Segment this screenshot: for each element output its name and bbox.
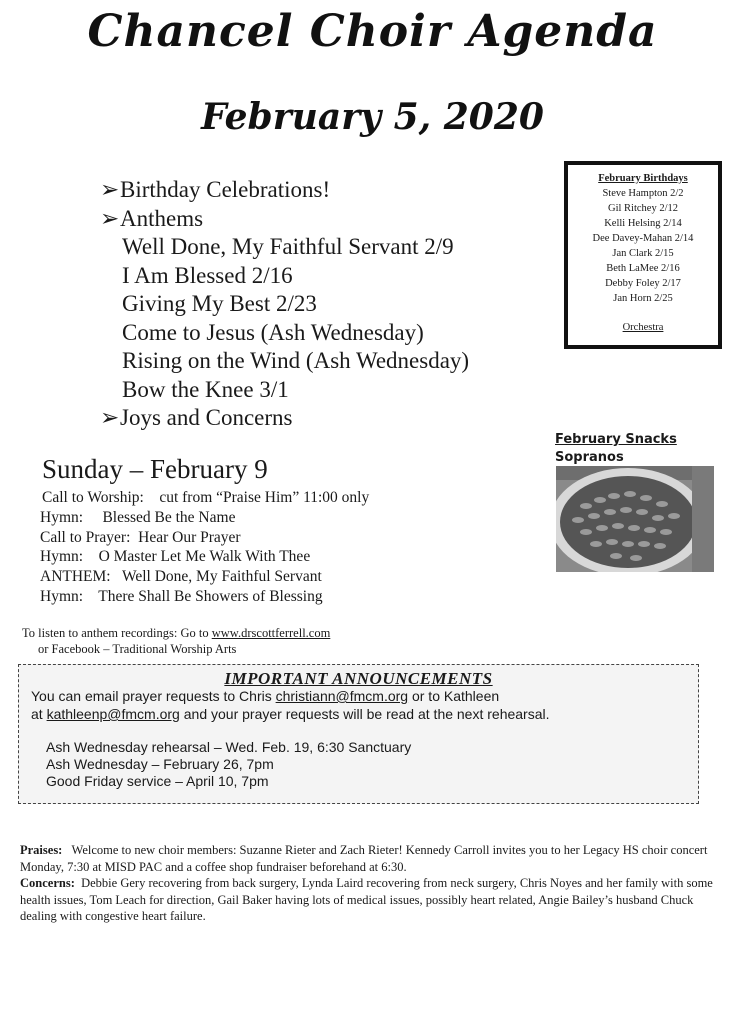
concerns-paragraph: Concerns: Debbie Gery recovering from back surgery, Lynda Laird recovering from neck surgery, Chris Noyes and her family with some health issues, Tom Leach for direction, Gail Baker having lots of medical issues, possibly heart related, Angie Bailey’s husband Chuck dealing with congestive heart failure. xyxy=(20,876,713,923)
agenda-list xyxy=(100,176,469,433)
sunday-heading: Sunday – February 9 xyxy=(42,454,268,484)
arrow-bullet-icon: ➢ xyxy=(100,177,120,202)
worship-row: Call to Worship: cut from “Praise Him” 11:00 only xyxy=(42,489,370,506)
announcement-list xyxy=(46,739,411,790)
anthem-item: I Am Blessed 2/16 xyxy=(122,262,293,288)
birthdays-box xyxy=(564,161,722,349)
worship-row: ANTHEM: Well Done, My Faithful Servant xyxy=(40,568,322,586)
announcement-item: Ash Wednesday rehearsal – Wed. Feb. 19, 6:30 Sanctuary xyxy=(46,739,412,755)
praises-concerns xyxy=(20,842,720,925)
orchestra-label: Orchestra xyxy=(622,322,664,333)
website-link[interactable]: www.drscottferrell.com xyxy=(211,626,331,640)
agenda-item: ➢Anthems xyxy=(100,205,469,234)
birthday-entry: Kelli Helsing 2/14 xyxy=(604,218,682,229)
praises-paragraph: Praises: Welcome to new choir members: Suzanne Rieter and Zach Rieter! Kennedy Carroll invites you to her Legacy HS choir concert Monday, 7:30 at MISD PAC and a coffee shop fundraiser beforehand at 6:30. xyxy=(20,843,708,874)
worship-row: Hymn: There Shall Be Showers of Blessing xyxy=(40,587,323,605)
birthday-entry: Beth LaMee 2/16 xyxy=(606,263,680,274)
email-link-kathleen[interactable]: kathleenp@fmcm.org xyxy=(46,706,180,722)
order-of-worship xyxy=(40,488,369,607)
email-link-chris[interactable]: christiann@fmcm.org xyxy=(275,688,409,704)
birthday-entry: Steve Hampton 2/2 xyxy=(602,188,684,199)
birthday-entry: Jan Clark 2/15 xyxy=(612,248,674,259)
snacks-heading: February Snacks xyxy=(555,432,677,447)
snacks-section xyxy=(555,431,677,467)
arrow-bullet-icon: ➢ xyxy=(100,205,120,231)
agenda-item: ➢Joys and Concerns xyxy=(100,404,469,433)
birthday-entry: Debby Foley 2/17 xyxy=(605,278,681,289)
birthday-entry: Dee Davey-Mahan 2/14 xyxy=(592,233,694,244)
birthdays-heading: February Birthdays xyxy=(598,173,688,184)
worship-row: Hymn: O Master Let Me Walk With Thee xyxy=(40,548,311,566)
birthday-entry: Gil Ritchey 2/12 xyxy=(608,203,678,214)
announcements-box xyxy=(18,664,699,804)
prayer-request-note: You can email prayer requests to Chris christiann@fmcm.org or to Kathleen at kathleenp@fmcm.org and your prayer requests will be read at the next rehearsal. xyxy=(31,688,550,722)
worship-row: Hymn: Blessed Be the Name xyxy=(40,508,236,526)
pecan-pie-photo xyxy=(556,466,714,572)
listen-note: To listen to anthem recordings: Go to www.drscottferrell.com or Facebook – Traditional Worship Arts xyxy=(22,626,331,656)
agenda-item: ➢Birthday Celebrations! xyxy=(100,176,469,205)
page-title: Chancel Choir Agenda xyxy=(87,6,658,57)
anthem-item: Giving My Best 2/23 xyxy=(122,291,317,316)
anthem-item: Bow the Knee 3/1 xyxy=(122,376,289,402)
announcement-item: Good Friday service – April 10, 7pm xyxy=(46,773,269,789)
announcement-item: Ash Wednesday – February 26, 7pm xyxy=(46,756,274,772)
anthem-item: Well Done, My Faithful Servant 2/9 xyxy=(122,234,454,259)
announcements-title: IMPORTANT ANNOUNCEMENTS xyxy=(224,669,493,688)
agenda-date: February 5, 2020 xyxy=(201,96,544,138)
anthem-item: Rising on the Wind (Ash Wednesday) xyxy=(122,348,470,373)
arrow-bullet-icon: ➢ xyxy=(100,405,120,430)
anthem-item: Come to Jesus (Ash Wednesday) xyxy=(122,319,424,345)
birthday-entry: Jan Horn 2/25 xyxy=(613,293,673,304)
snacks-group: Sopranos xyxy=(555,450,624,465)
worship-row: Call to Prayer: Hear Our Prayer xyxy=(40,528,241,546)
